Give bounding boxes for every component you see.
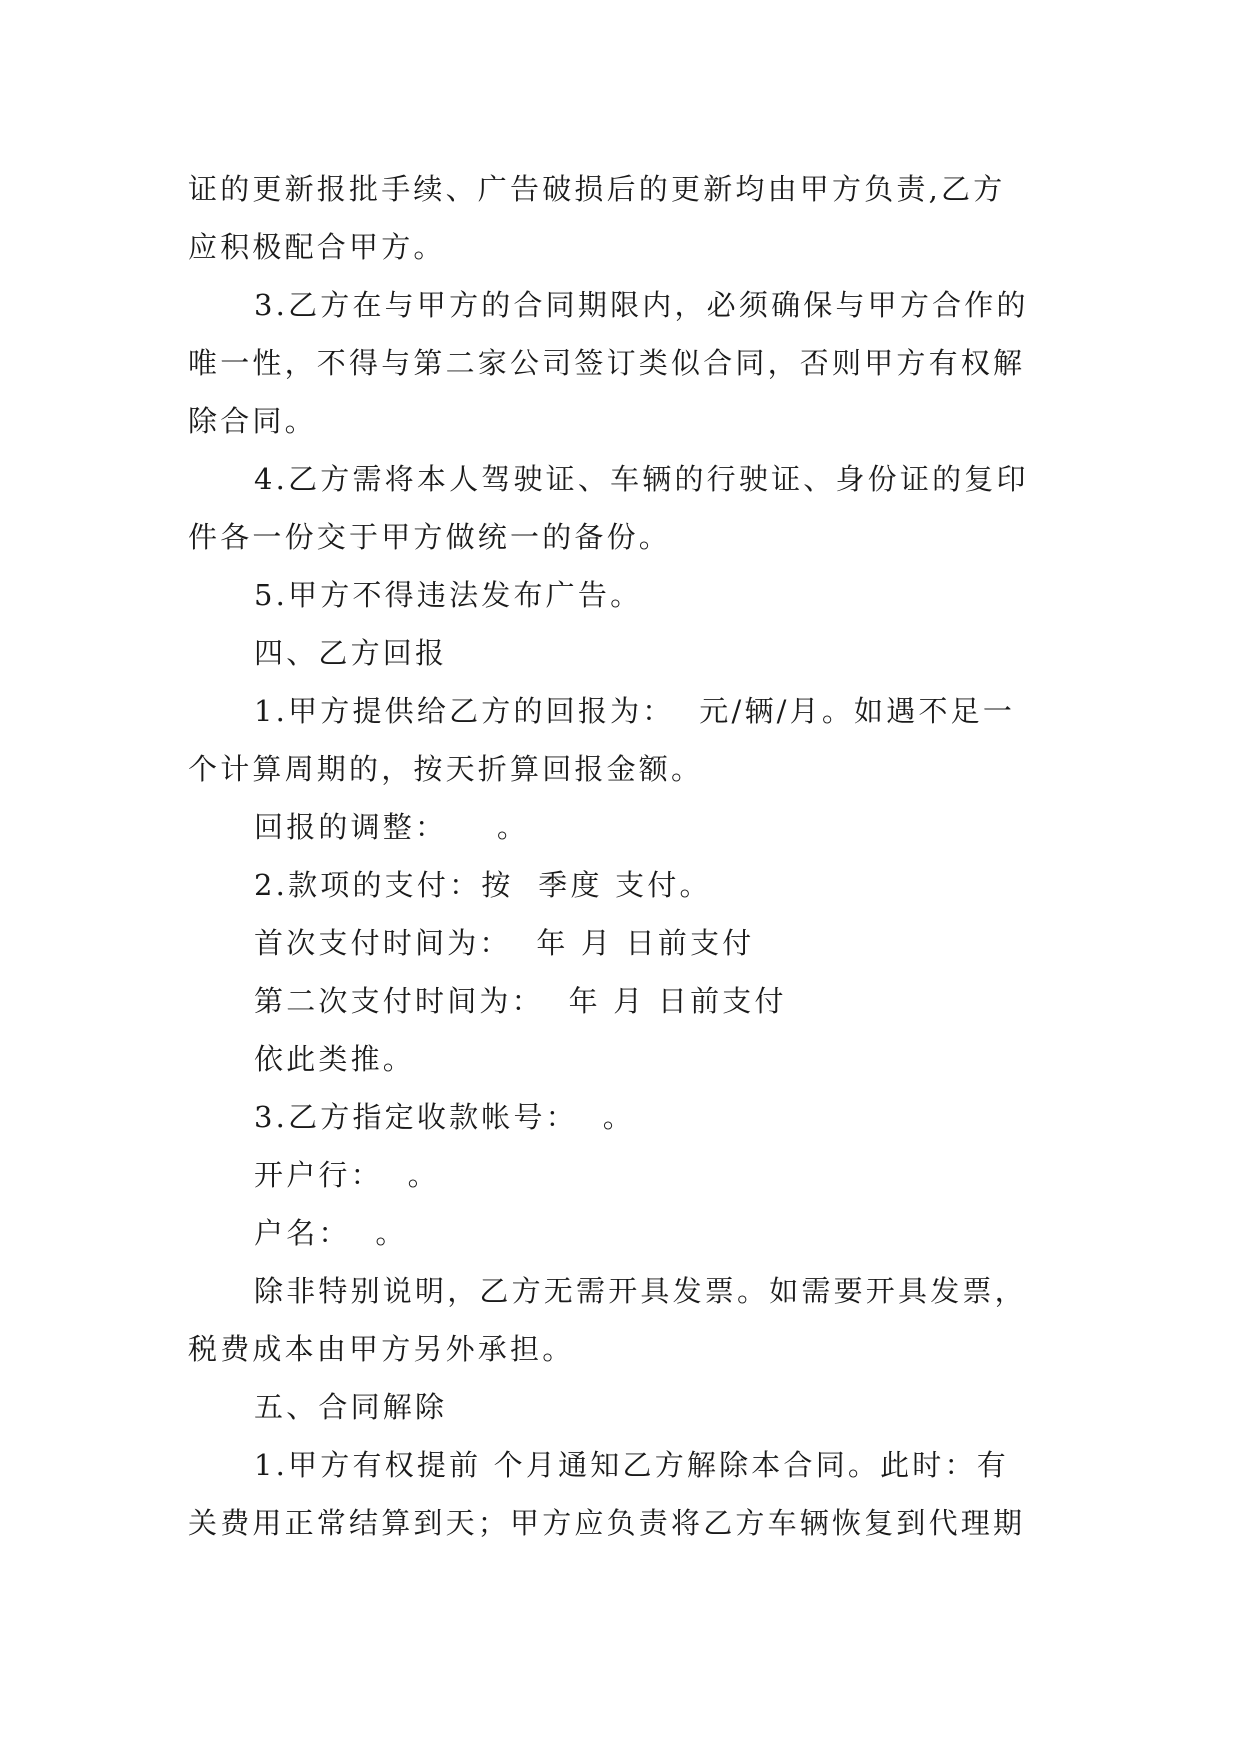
body-line: 除合同。 [188,404,317,438]
body-line: 唯一性，不得与第二家公司签订类似合同，否则甲方有权解 [188,346,1026,380]
so-on-line: 依此类推。 [254,1042,416,1076]
body-line: 件各一份交于甲方做统一的备份。 [188,520,672,554]
second-payment-line: 第二次支付时间为： 年 月 日前支付 [254,984,787,1018]
clause-4-line: 4.乙方需将本人驾驶证、车辆的行驶证、身份证的复印 [254,462,1029,496]
clause-5-line: 5.甲方不得违法发布广告。 [254,578,643,612]
section-heading-4: 四、乙方回报 [254,636,448,670]
clause-3-line: 3.乙方在与甲方的合同期限内，必须确保与甲方合作的 [254,288,1029,322]
section-heading-5: 五、合同解除 [254,1390,448,1424]
clause-4-3-line: 3.乙方指定收款帐号： 。 [254,1100,635,1134]
body-line: 税费成本由甲方另外承担。 [188,1332,575,1366]
contract-body [188,160,1054,1552]
body-line: 证的更新报批手续、广告破损后的更新均由甲方负责,乙方 [188,172,1006,206]
adjustment-line: 回报的调整： 。 [254,810,530,844]
first-payment-line: 首次支付时间为： 年 月 日前支付 [254,926,755,960]
body-line: 应积极配合甲方。 [188,230,446,264]
bank-line: 开户行： 。 [254,1158,440,1192]
clause-4-1-line: 1.甲方提供给乙方的回报为： 元/辆/月。如遇不足一 [254,694,1016,728]
invoice-line: 除非特别说明，乙方无需开具发票。如需要开具发票， [254,1274,1027,1308]
clause-4-2-line: 2.款项的支付：按 季度 支付。 [254,868,712,902]
body-line: 个计算周期的，按天折算回报金额。 [188,752,704,786]
body-line: 关费用正常结算到天；甲方应负责将乙方车辆恢复到代理期 [188,1506,1026,1540]
account-name-line: 户名： 。 [254,1216,408,1250]
clause-5-1-line: 1.甲方有权提前 个月通知乙方解除本合同。此时：有 [254,1448,1009,1482]
